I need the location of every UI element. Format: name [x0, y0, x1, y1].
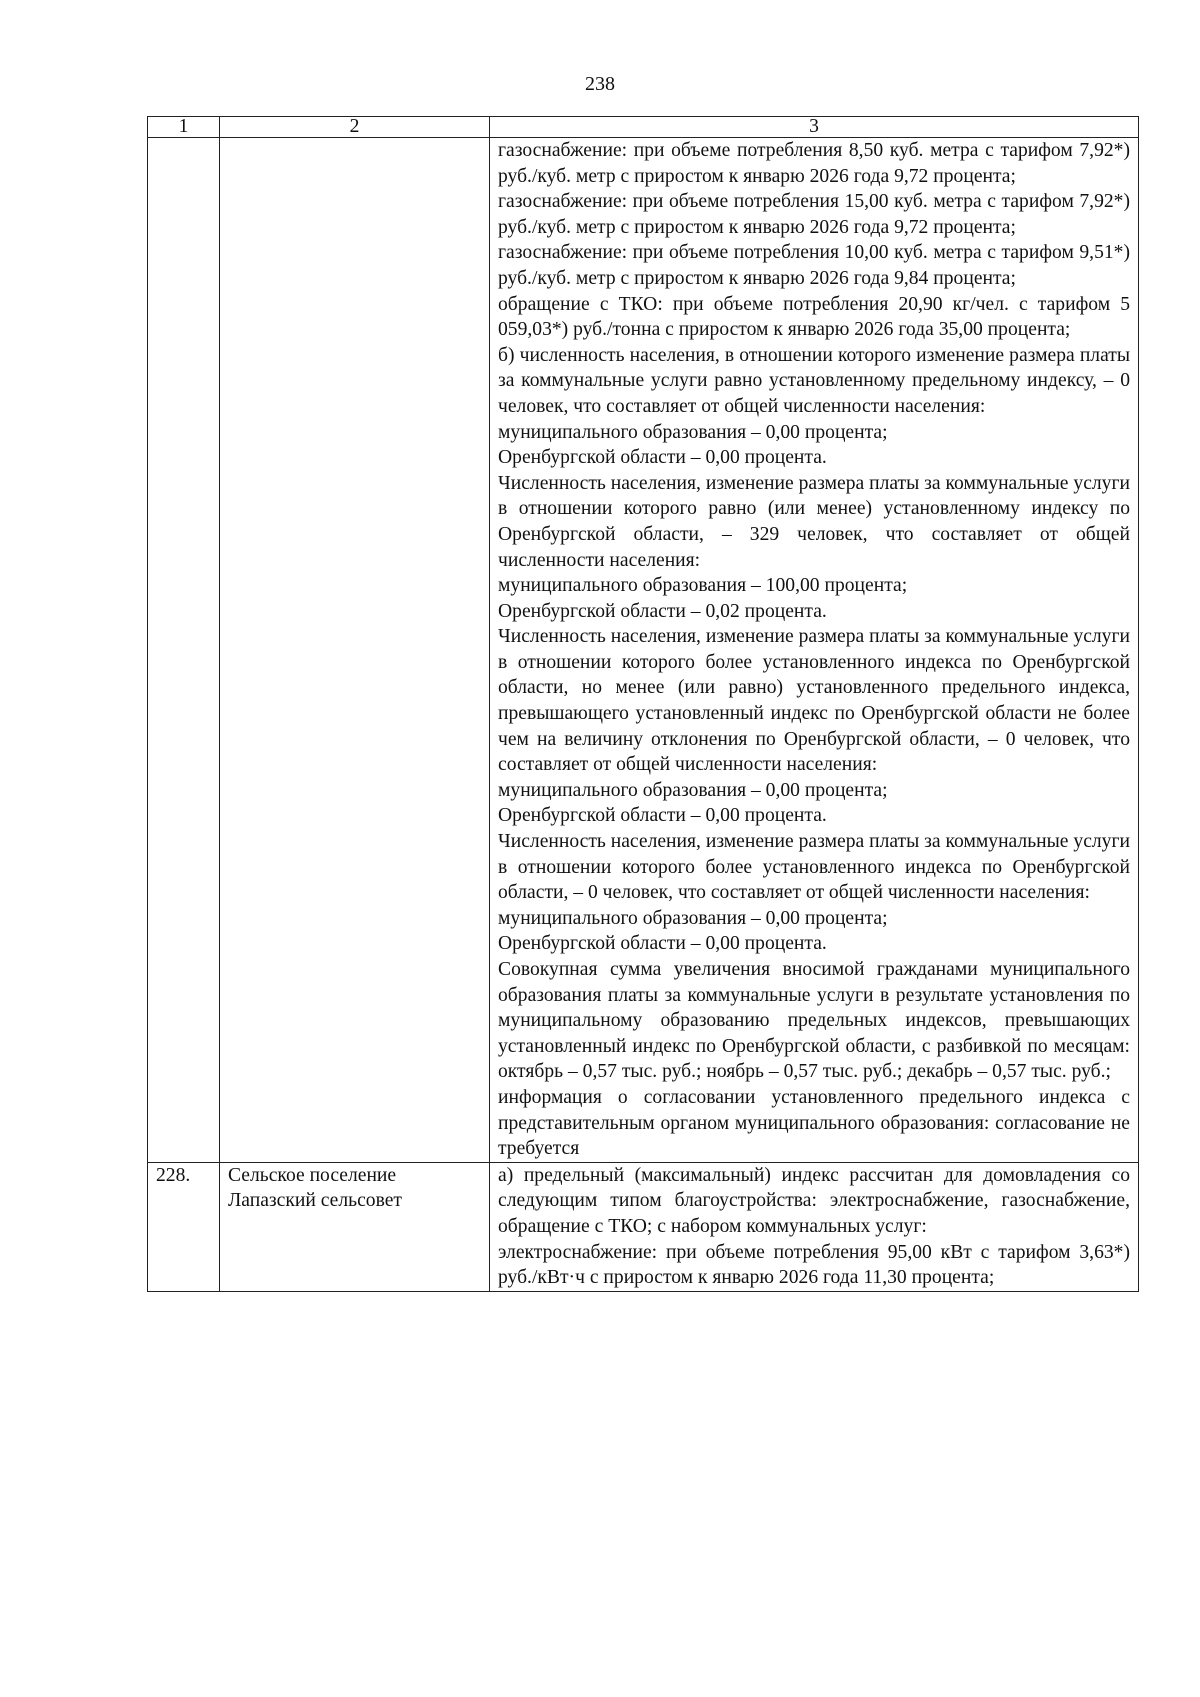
document-table: [147, 116, 1139, 1292]
paragraph: Численность населения, изменение размера платы за коммунальные услуги в отношении которого более установленного индекса по Оренбургской области, – 0 человек, что составляет от общей численности населения:: [498, 831, 1130, 904]
row-description: [490, 138, 1139, 1163]
paragraph: Численность населения, изменение размера платы за коммунальные услуги в отношении которого более установленного индекса по Оренбургской области, но менее (или равно) установленного предельного индекса, превышающего установленный индекс по Оренбургской области не более чем на величину отклонения по Оренбургской области, – 0 человек, что составляет от общей численности населения:: [498, 626, 1130, 776]
paragraph: информация о согласовании установленного предельного индекса с представительным органом муниципального образования: согласование не требуется: [498, 1086, 1130, 1160]
paragraph: муниципального образования – 0,00 процента;: [498, 907, 888, 929]
paragraph: газоснабжение: при объеме потребления 10,00 куб. метра с тарифом 9,51*) руб./куб. метр с приростом к январю 2026 года 9,84 процента;: [498, 242, 1130, 289]
row-municipality: [220, 138, 490, 1163]
paragraph: муниципального образования – 100,00 процента;: [498, 575, 908, 597]
paragraph: обращение с ТКО: при объеме потребления 20,90 кг/чел. с тарифом 5 059,03*) руб./тонна с приростом к январю 2026 года 35,00 процента;: [498, 293, 1130, 341]
paragraph: Совокупная сумма увеличения вносимой гражданами муниципального образования платы за коммунальные услуги в результате установления по муниципальному образованию предельных индексов, превышающих установленный индекс по Оренбургской области, с разбивкой по месяцам: октябрь – 0,57 тыс. руб.; ноябрь – 0,57 тыс. руб.; декабрь – 0,57 тыс. руб.;: [498, 959, 1130, 1083]
paragraph: газоснабжение: при объеме потребления 15,00 куб. метра с тарифом 7,92*) руб./куб. метр с приростом к январю 2026 года 9,72 процента;: [498, 191, 1130, 238]
paragraph: муниципального образования – 0,00 процента;: [498, 779, 888, 801]
row-number: 228.: [148, 1162, 220, 1291]
paragraph: Оренбургской области – 0,00 процента.: [498, 805, 827, 827]
header-col-1: 1: [148, 117, 220, 138]
municipality-name-line: Лапазский сельсовет: [228, 1190, 402, 1212]
municipality-name-line: Сельское поселение: [228, 1164, 397, 1186]
paragraph: муниципального образования – 0,00 процента;: [498, 421, 888, 443]
page-number: 238: [585, 73, 615, 95]
table-row: [148, 138, 1139, 1163]
paragraph: Численность населения, изменение размера платы за коммунальные услуги в отношении которого равно (или менее) установленному индексу по Оренбургской области, – 329 человек, что составляет от общей численности населения:: [498, 472, 1130, 571]
table-header-row: [148, 117, 1139, 138]
paragraph: Оренбургской области – 0,02 процента.: [498, 600, 827, 622]
row-description: [490, 1162, 1139, 1291]
paragraph: газоснабжение: при объеме потребления 8,50 куб. метра с тарифом 7,92*) руб./куб. метр с приростом к январю 2026 года 9,72 процента;: [498, 140, 1130, 187]
header-col-2: 2: [220, 117, 490, 138]
paragraph: Оренбургской области – 0,00 процента.: [498, 447, 827, 469]
row-number: [148, 138, 220, 1163]
header-col-3: 3: [490, 117, 1139, 138]
table-row: [148, 1162, 1139, 1291]
paragraph: б) численность населения, в отношении которого изменение размера платы за коммунальные услуги равно установленному предельному индексу, – 0 человек, что составляет от общей численности населения:: [498, 344, 1130, 417]
paragraph: Оренбургской области – 0,00 процента.: [498, 933, 827, 955]
row-municipality: [220, 1162, 490, 1291]
paragraph: электроснабжение: при объеме потребления 95,00 кВт с тарифом 3,63*) руб./кВт·ч с приростом к январю 2026 года 11,30 процента;: [498, 1241, 1130, 1289]
paragraph: а) предельный (максимальный) индекс рассчитан для домовладения со следующим типом благоустройства: электроснабжение, газоснабжение, обращение с ТКО; с набором коммунальных услуг:: [498, 1164, 1130, 1237]
